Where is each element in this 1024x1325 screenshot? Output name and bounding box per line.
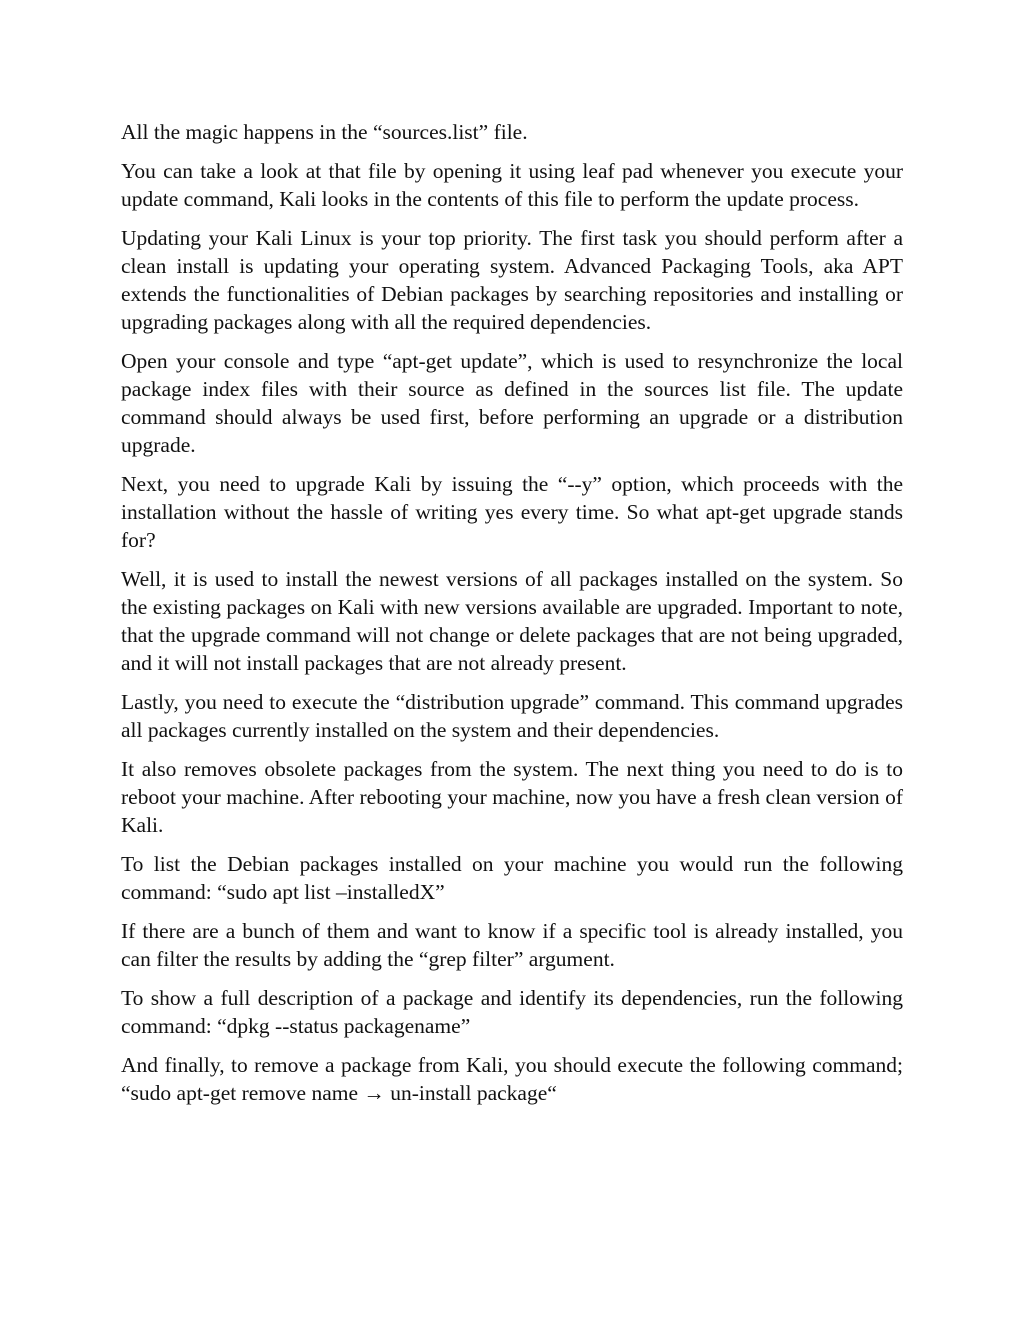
paragraph-upgrade-option: Next, you need to upgrade Kali by issuing the “--y” option, which proceeds with the installation without the hassle of writing yes every time. So what apt-get upgrade stands for? [121, 472, 903, 552]
paragraph-upgrade-explained: Well, it is used to install the newest versions of all packages installed on the system. So the existing packages on Kali with new versions available are upgraded. Important to note, that the upgrade command will not change or delete packages that are not being upgraded, and it will not install packages that are not already present. [121, 567, 903, 675]
paragraph-apt-get-update: Open your console and type “apt-get update”, which is used to resynchronize the local package index files with their source as defined in the sources list file. The update command should always be used first, before performing an upgrade or a distribution upgrade. [121, 349, 903, 457]
paragraph-updating: Updating your Kali Linux is your top priority. The first task you should perform after a clean install is updating your operating system. Advanced Packaging Tools, aka APT extends the functionalities of Debian packages by searching repositories and installing or upgrading packages along with all the required dependencies. [121, 226, 903, 334]
document-page [121, 118, 903, 1118]
paragraph-list-packages: To list the Debian packages installed on your machine you would run the following command: “sudo apt list –installedX” [121, 852, 903, 904]
paragraph-dpkg-status: To show a full description of a package and identify its dependencies, run the following command: “dpkg --status packagename” [121, 986, 903, 1038]
paragraph-sources-list: All the magic happens in the “sources.list” file. [121, 120, 528, 144]
paragraph-obsolete-packages: It also removes obsolete packages from the system. The next thing you need to do is to reboot your machine. After rebooting your machine, now you have a fresh clean version of Kali. [121, 757, 903, 837]
paragraph-dist-upgrade: Lastly, you need to execute the “distribution upgrade” command. This command upgrades all packages currently installed on the system and their dependencies. [121, 690, 903, 742]
paragraph-leafpad: You can take a look at that file by opening it using leaf pad whenever you execute your update command, Kali looks in the contents of this file to perform the update process. [121, 159, 903, 211]
paragraph-grep-filter: If there are a bunch of them and want to know if a specific tool is already installed, you can filter the results by adding the “grep filter” argument. [121, 919, 903, 971]
paragraph-remove-package: And finally, to remove a package from Kali, you should execute the following command; “sudo apt-get remove name → un-install package“ [121, 1053, 903, 1105]
